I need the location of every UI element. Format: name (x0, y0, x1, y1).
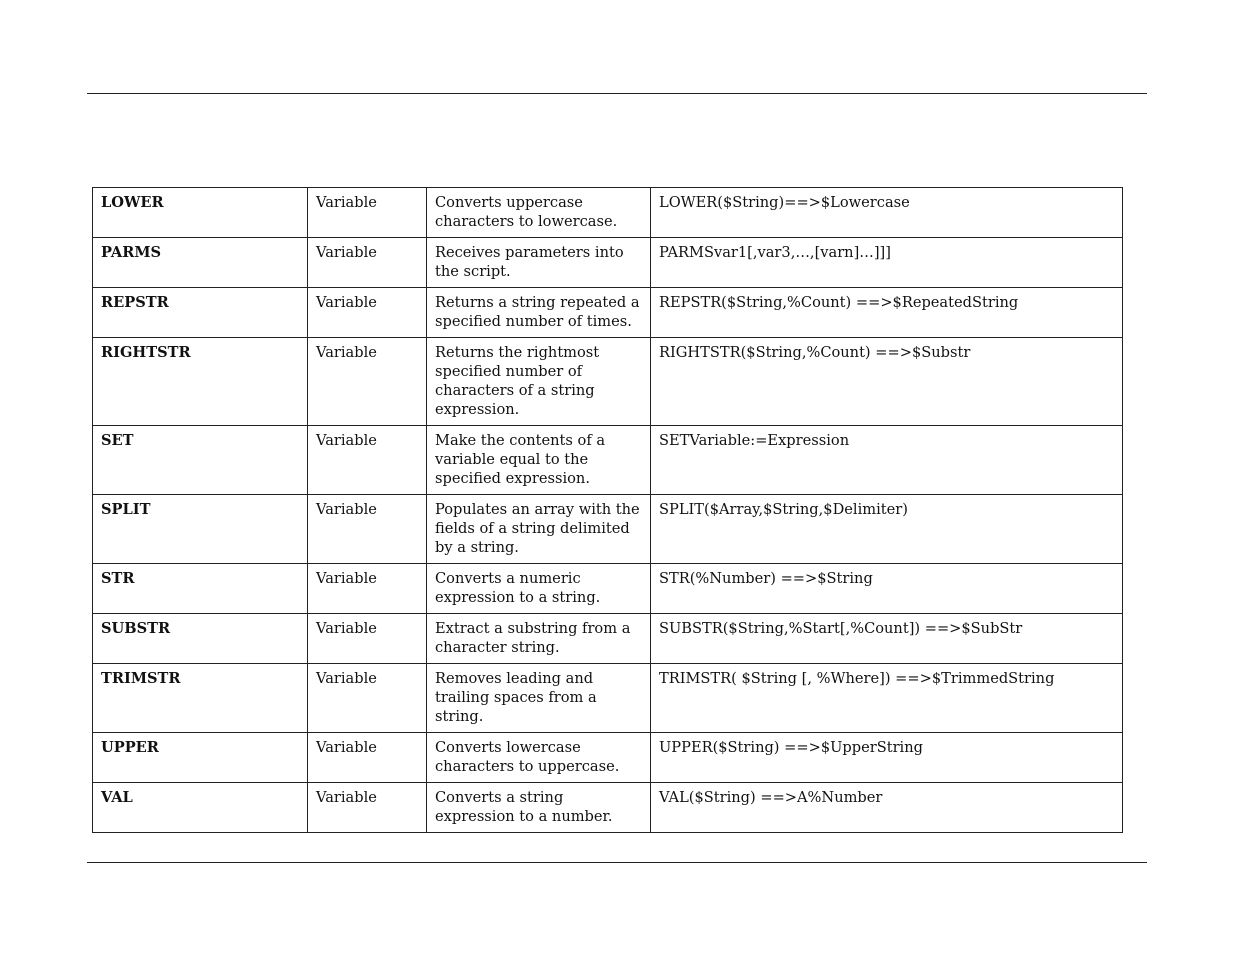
command-description: Converts a numeric expression to a string. (427, 564, 651, 614)
command-syntax: VAL($String) ==>A%Number (651, 783, 1123, 833)
command-description: Converts a string expression to a number. (427, 783, 651, 833)
command-description: Converts uppercase characters to lowercase. (427, 188, 651, 238)
command-name: PARMS (93, 238, 308, 288)
table-row (93, 614, 1123, 664)
command-name: LOWER (93, 188, 308, 238)
command-description: Removes leading and trailing spaces from a string. (427, 664, 651, 733)
command-syntax: LOWER($String)==>$Lowercase (651, 188, 1123, 238)
table-row (93, 495, 1123, 564)
command-type: Variable (308, 783, 427, 833)
command-description: Returns a string repeated a specified number of times. (427, 288, 651, 338)
command-name: TRIMSTR (93, 664, 308, 733)
command-description: Make the contents of a variable equal to the specified expression. (427, 426, 651, 495)
command-syntax: UPPER($String) ==>$UpperString (651, 733, 1123, 783)
footer-rule (87, 862, 1147, 863)
command-description: Returns the rightmost specified number of characters of a string expression. (427, 338, 651, 426)
command-type: Variable (308, 288, 427, 338)
command-syntax: REPSTR($String,%Count) ==>$RepeatedString (651, 288, 1123, 338)
command-syntax: SUBSTR($String,%Start[,%Count]) ==>$SubStr (651, 614, 1123, 664)
table-row (93, 733, 1123, 783)
command-syntax: TRIMSTR( $String [, %Where]) ==>$TrimmedString (651, 664, 1123, 733)
table-row (93, 426, 1123, 495)
command-name: VAL (93, 783, 308, 833)
table-row (93, 238, 1123, 288)
command-type: Variable (308, 426, 427, 495)
command-description: Converts lowercase characters to uppercase. (427, 733, 651, 783)
table-row (93, 564, 1123, 614)
command-name: SET (93, 426, 308, 495)
table-row (93, 338, 1123, 426)
command-type: Variable (308, 664, 427, 733)
command-type: Variable (308, 564, 427, 614)
table-row (93, 188, 1123, 238)
command-type: Variable (308, 188, 427, 238)
command-name: SUBSTR (93, 614, 308, 664)
command-description: Receives parameters into the script. (427, 238, 651, 288)
command-type: Variable (308, 614, 427, 664)
command-name: RIGHTSTR (93, 338, 308, 426)
command-syntax: SPLIT($Array,$String,$Delimiter) (651, 495, 1123, 564)
command-syntax: PARMSvar1[,var3,…,[varn]…]]] (651, 238, 1123, 288)
command-type: Variable (308, 238, 427, 288)
command-syntax: SETVariable:=Expression (651, 426, 1123, 495)
command-syntax: STR(%Number) ==>$String (651, 564, 1123, 614)
command-type: Variable (308, 338, 427, 426)
command-type: Variable (308, 733, 427, 783)
command-description: Populates an array with the fields of a string delimited by a string. (427, 495, 651, 564)
table-row (93, 288, 1123, 338)
command-name: SPLIT (93, 495, 308, 564)
command-name: STR (93, 564, 308, 614)
header-rule (87, 93, 1147, 94)
command-syntax: RIGHTSTR($String,%Count) ==>$Substr (651, 338, 1123, 426)
command-type: Variable (308, 495, 427, 564)
table-row (93, 783, 1123, 833)
command-description: Extract a substring from a character string. (427, 614, 651, 664)
command-name: REPSTR (93, 288, 308, 338)
command-table (92, 187, 1123, 833)
command-name: UPPER (93, 733, 308, 783)
table-row (93, 664, 1123, 733)
